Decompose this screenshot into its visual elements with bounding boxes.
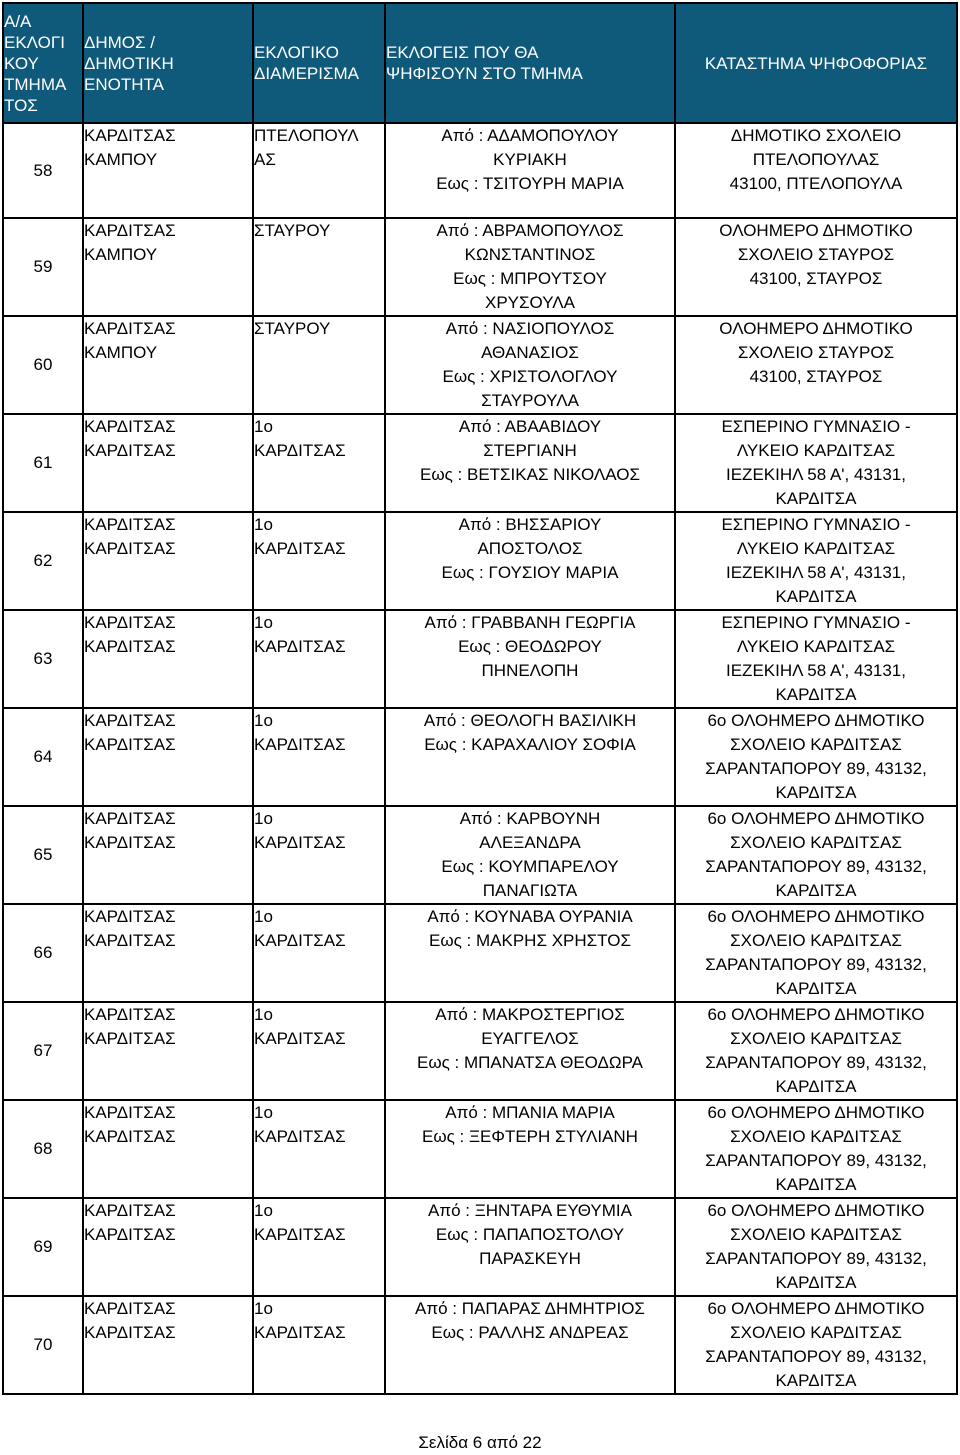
voters-cell	[385, 123, 675, 218]
section-number-cell: 63	[3, 610, 83, 708]
page-footer: Σελίδα 6 από 22	[418, 1433, 542, 1452]
polling-station-cell-line: ΕΣΠΕΡΙΝΟ ΓΥΜΝΑΣΙΟ -	[721, 417, 911, 436]
district-cell	[253, 1198, 385, 1296]
section-number-cell: 67	[3, 1002, 83, 1100]
district-cell	[253, 1100, 385, 1198]
section-number-cell: 62	[3, 512, 83, 610]
polling-station-cell-line: ΙΕΖΕΚΙΗΛ 58 Α', 43131,	[726, 661, 906, 680]
polling-stations-table	[2, 2, 958, 1395]
municipality-cell-line: ΚΑΡΔΙΤΣΑΣ	[84, 221, 176, 240]
header-section-number-line: Α/Α	[4, 11, 32, 31]
polling-station-cell-line: ΚΑΡΔΙΤΣΑ	[775, 979, 857, 998]
polling-station-cell-line: ΟΛΟΗΜΕΡΟ ΔΗΜΟΤΙΚΟ	[719, 221, 913, 240]
table-row	[3, 806, 957, 904]
polling-station-cell-line: 6ο ΟΛΟΗΜΕΡΟ ΔΗΜΟΤΙΚΟ	[707, 907, 925, 926]
polling-station-cell-line: ΣΧΟΛΕΙΟ ΚΑΡΔΙΤΣΑΣ	[730, 833, 902, 852]
district-cell	[253, 708, 385, 806]
polling-station-cell-line: ΣΧΟΛΕΙΟ ΣΤΑΥΡΟΣ	[737, 245, 895, 264]
voters-cell-line: ΠΑΝΑΓΙΩΤΑ	[482, 881, 578, 900]
table-body	[3, 123, 957, 1394]
voters-cell-line: Από : ΚΑΡΒΟΥΝΗ	[459, 809, 601, 828]
voters-cell-line: ΑΛΕΞΑΝΔΡΑ	[479, 833, 581, 852]
district-cell-line: 1ο	[254, 515, 273, 534]
district-cell-line: ΑΣ	[254, 150, 276, 169]
voters-cell-line: Εως : ΓΟΥΣΙΟΥ ΜΑΡΙΑ	[441, 563, 619, 582]
table-row	[3, 414, 957, 512]
polling-station-cell-line: 6ο ΟΛΟΗΜΕΡΟ ΔΗΜΟΤΙΚΟ	[707, 1103, 925, 1122]
municipality-cell-line: ΚΑΡΔΙΤΣΑΣ	[84, 833, 176, 852]
header-section-number	[3, 3, 83, 123]
voters-cell-line: ΕΥΑΓΓΕΛΟΣ	[481, 1029, 579, 1048]
table-row	[3, 708, 957, 806]
polling-station-cell-line: ΕΣΠΕΡΙΝΟ ΓΥΜΝΑΣΙΟ -	[721, 515, 911, 534]
voters-cell	[385, 708, 675, 806]
voters-cell-line: Από : ΓΡΑΒΒΑΝΗ ΓΕΩΡΓΙΑ	[424, 613, 636, 632]
district-cell	[253, 1002, 385, 1100]
voters-cell-line: Εως : ΜΠΑΝΑΤΣΑ ΘΕΟΔΩΡΑ	[416, 1053, 644, 1072]
voters-cell-line: Εως : ΞΕΦΤΕΡΗ ΣΤΥΛΙΑΝΗ	[422, 1127, 638, 1146]
polling-station-cell-line: ΛΥΚΕΙΟ ΚΑΡΔΙΤΣΑΣ	[736, 441, 896, 460]
district-cell-line: 1ο	[254, 907, 273, 926]
polling-station-cell-line: ΣΧΟΛΕΙΟ ΚΑΡΔΙΤΣΑΣ	[730, 1225, 902, 1244]
municipality-cell-line: ΚΑΡΔΙΤΣΑΣ	[84, 809, 176, 828]
district-cell-line: 1ο	[254, 1299, 273, 1318]
voters-cell-line: Εως : ΤΣΙΤΟΥΡΗ ΜΑΡΙΑ	[436, 174, 624, 193]
header-voters-line: ΕΚΛΟΓΕΙΣ ΠΟΥ ΘΑ	[386, 43, 539, 62]
voters-cell-line: ΠΑΡΑΣΚΕΥΗ	[479, 1249, 581, 1268]
header-voters	[385, 3, 675, 123]
municipality-cell-line: ΚΑΡΔΙΤΣΑΣ	[84, 1225, 176, 1244]
header-municipality-line: ΕΝΟΤΗΤΑ	[84, 74, 164, 94]
municipality-cell	[83, 1100, 253, 1198]
municipality-cell-line: ΚΑΡΔΙΤΣΑΣ	[84, 711, 176, 730]
header-municipality-line: ΔΗΜΟΣ /	[84, 32, 155, 52]
municipality-cell	[83, 316, 253, 414]
header-electoral-district-line: ΕΚΛΟΓΙΚΟ	[254, 43, 340, 62]
municipality-cell-line: ΚΑΜΠΟΥ	[84, 343, 158, 362]
polling-station-cell-line: ΟΛΟΗΜΕΡΟ ΔΗΜΟΤΙΚΟ	[719, 319, 913, 338]
section-number-cell: 59	[3, 218, 83, 316]
polling-station-cell-line: ΙΕΖΕΚΙΗΛ 58 Α', 43131,	[726, 465, 906, 484]
district-cell-line: ΠΤΕΛΟΠΟΥΛ	[254, 126, 359, 145]
polling-station-cell-line: ΣΧΟΛΕΙΟ ΚΑΡΔΙΤΣΑΣ	[730, 931, 902, 950]
municipality-cell-line: ΚΑΡΔΙΤΣΑΣ	[84, 1103, 176, 1122]
district-cell-line: 1ο	[254, 809, 273, 828]
table-row	[3, 1100, 957, 1198]
voters-cell	[385, 316, 675, 414]
polling-station-cell-line: ΔΗΜΟΤΙΚΟ ΣΧΟΛΕΙΟ	[730, 126, 902, 145]
municipality-cell-line: ΚΑΡΔΙΤΣΑΣ	[84, 515, 176, 534]
municipality-cell-line: ΚΑΡΔΙΤΣΑΣ	[84, 931, 176, 950]
district-cell-line: ΚΑΡΔΙΤΣΑΣ	[254, 1225, 346, 1244]
municipality-cell	[83, 414, 253, 512]
district-cell-line: ΚΑΡΔΙΤΣΑΣ	[254, 833, 346, 852]
municipality-cell-line: ΚΑΡΔΙΤΣΑΣ	[84, 1299, 176, 1318]
voters-cell-line: Από : ΚΟΥΝΑΒΑ ΟΥΡΑΝΙΑ	[427, 907, 633, 926]
polling-station-cell	[675, 512, 957, 610]
voters-cell-line: Εως : ΚΟΥΜΠΑΡΕΛΟΥ	[441, 857, 619, 876]
voters-cell-line: Από : ΜΑΚΡΟΣΤΕΡΓΙΟΣ	[435, 1005, 625, 1024]
polling-station-cell-line: ΣΑΡΑΝΤΑΠΟΡΟΥ 89, 43132,	[705, 759, 927, 778]
header-section-number-line: ΤΟΣ	[4, 95, 38, 115]
municipality-cell	[83, 708, 253, 806]
district-cell-line: 1ο	[254, 1005, 273, 1024]
district-cell	[253, 610, 385, 708]
municipality-cell	[83, 218, 253, 316]
voters-cell-line: ΚΩΝΣΤΑΝΤΙΝΟΣ	[464, 245, 596, 264]
header-section-number-line: ΕΚΛΟΓΙ	[4, 32, 65, 52]
voters-cell-line: Από : ΜΠΑΝΙΑ ΜΑΡΙΑ	[445, 1103, 615, 1122]
district-cell-line: ΚΑΡΔΙΤΣΑΣ	[254, 441, 346, 460]
municipality-cell-line: ΚΑΡΔΙΤΣΑΣ	[84, 1323, 176, 1342]
table-row	[3, 512, 957, 610]
table-row	[3, 1198, 957, 1296]
polling-station-cell-line: ΚΑΡΔΙΤΣΑ	[775, 1273, 857, 1292]
municipality-cell-line: ΚΑΡΔΙΤΣΑΣ	[84, 539, 176, 558]
district-cell-line: ΚΑΡΔΙΤΣΑΣ	[254, 1323, 346, 1342]
table-row	[3, 123, 957, 218]
district-cell	[253, 218, 385, 316]
polling-station-cell	[675, 1002, 957, 1100]
section-number-cell: 65	[3, 806, 83, 904]
voters-cell-line: Εως : ΚΑΡΑΧΑΛΙΟΥ ΣΟΦΙΑ	[424, 735, 636, 754]
municipality-cell	[83, 904, 253, 1002]
section-number-cell: 60	[3, 316, 83, 414]
voters-cell-line: ΠΗΝΕΛΟΠΗ	[481, 661, 579, 680]
polling-station-cell-line: ΚΑΡΔΙΤΣΑ	[775, 587, 857, 606]
voters-cell-line: Εως : ΜΠΡΟΥΤΣΟΥ	[453, 269, 607, 288]
polling-station-cell-line: 6ο ΟΛΟΗΜΕΡΟ ΔΗΜΟΤΙΚΟ	[707, 1299, 925, 1318]
voters-cell-line: ΧΡΥΣΟΥΛΑ	[485, 293, 575, 312]
polling-station-cell	[675, 708, 957, 806]
municipality-cell-line: ΚΑΡΔΙΤΣΑΣ	[84, 1127, 176, 1146]
municipality-cell	[83, 806, 253, 904]
voters-cell-line: Από : ΒΗΣΣΑΡΙΟΥ	[458, 515, 602, 534]
polling-station-cell-line: ΠΤΕΛΟΠΟΥΛΑΣ	[752, 150, 880, 169]
header-electoral-district	[253, 3, 385, 123]
municipality-cell	[83, 1002, 253, 1100]
district-cell	[253, 414, 385, 512]
municipality-cell	[83, 1296, 253, 1394]
polling-station-cell-line: ΛΥΚΕΙΟ ΚΑΡΔΙΤΣΑΣ	[736, 637, 896, 656]
polling-station-cell-line: 6ο ΟΛΟΗΜΕΡΟ ΔΗΜΟΤΙΚΟ	[707, 809, 925, 828]
header-section-number-line: ΤΜΗΜΑ	[4, 74, 67, 94]
voters-cell	[385, 414, 675, 512]
polling-station-cell	[675, 1198, 957, 1296]
municipality-cell-line: ΚΑΡΔΙΤΣΑΣ	[84, 735, 176, 754]
district-cell-line: 1ο	[254, 1103, 273, 1122]
district-cell-line: ΚΑΡΔΙΤΣΑΣ	[254, 1127, 346, 1146]
municipality-cell	[83, 512, 253, 610]
table-row	[3, 1296, 957, 1394]
header-municipality-line: ΔΗΜΟΤΙΚΗ	[84, 53, 174, 73]
table-header-row	[3, 3, 957, 123]
polling-station-cell	[675, 1296, 957, 1394]
section-number-cell: 70	[3, 1296, 83, 1394]
voters-cell-line: ΣΤΕΡΓΙΑΝΗ	[483, 441, 577, 460]
voters-cell	[385, 1296, 675, 1394]
district-cell-line: ΚΑΡΔΙΤΣΑΣ	[254, 735, 346, 754]
polling-station-cell	[675, 218, 957, 316]
section-number-cell: 58	[3, 123, 83, 218]
district-cell-line: ΣΤΑΥΡΟΥ	[254, 221, 331, 240]
table-row	[3, 904, 957, 1002]
voters-cell	[385, 1002, 675, 1100]
polling-station-cell	[675, 1100, 957, 1198]
voters-cell-line: Από : ΞΗΝΤΑΡΑ ΕΥΘΥΜΙΑ	[428, 1201, 632, 1220]
voters-cell-line: Εως : ΘΕΟΔΩΡΟΥ	[458, 637, 602, 656]
municipality-cell-line: ΚΑΜΠΟΥ	[84, 150, 158, 169]
polling-station-cell	[675, 806, 957, 904]
polling-station-cell-line: ΣΑΡΑΝΤΑΠΟΡΟΥ 89, 43132,	[705, 1151, 927, 1170]
district-cell	[253, 1296, 385, 1394]
polling-station-cell	[675, 123, 957, 218]
header-municipality	[83, 3, 253, 123]
district-cell	[253, 512, 385, 610]
polling-station-cell-line: 43100, ΣΤΑΥΡΟΣ	[749, 367, 883, 386]
section-number-cell: 64	[3, 708, 83, 806]
table-row	[3, 316, 957, 414]
table-row	[3, 610, 957, 708]
district-cell	[253, 123, 385, 218]
voters-cell-line: Από : ΝΑΣΙΟΠΟΥΛΟΣ	[445, 319, 615, 338]
polling-station-cell-line: ΣΧΟΛΕΙΟ ΚΑΡΔΙΤΣΑΣ	[730, 1323, 902, 1342]
section-number-cell: 61	[3, 414, 83, 512]
district-cell-line: ΣΤΑΥΡΟΥ	[254, 319, 331, 338]
municipality-cell	[83, 1198, 253, 1296]
voters-cell-line: Από : ΑΔΑΜΟΠΟΥΛΟΥ	[441, 126, 619, 145]
header-voters-line: ΨΗΦΙΣΟΥΝ ΣΤΟ ΤΜΗΜΑ	[386, 64, 583, 83]
municipality-cell-line: ΚΑΡΔΙΤΣΑΣ	[84, 319, 176, 338]
district-cell-line: ΚΑΡΔΙΤΣΑΣ	[254, 637, 346, 656]
polling-station-cell-line: ΣΧΟΛΕΙΟ ΚΑΡΔΙΤΣΑΣ	[730, 1029, 902, 1048]
voters-cell	[385, 806, 675, 904]
polling-station-cell-line: ΚΑΡΔΙΤΣΑ	[775, 783, 857, 802]
municipality-cell-line: ΚΑΡΔΙΤΣΑΣ	[84, 1005, 176, 1024]
polling-station-cell-line: ΙΕΖΕΚΙΗΛ 58 Α', 43131,	[726, 563, 906, 582]
polling-station-cell	[675, 904, 957, 1002]
polling-station-cell-line: ΣΑΡΑΝΤΑΠΟΡΟΥ 89, 43132,	[705, 1347, 927, 1366]
voters-cell-line: Εως : ΜΑΚΡΗΣ ΧΡΗΣΤΟΣ	[429, 931, 631, 950]
table-row	[3, 218, 957, 316]
polling-station-cell-line: ΚΑΡΔΙΤΣΑ	[775, 1371, 857, 1390]
district-cell-line: ΚΑΡΔΙΤΣΑΣ	[254, 539, 346, 558]
municipality-cell-line: ΚΑΡΔΙΤΣΑΣ	[84, 1029, 176, 1048]
district-cell-line: ΚΑΡΔΙΤΣΑΣ	[254, 931, 346, 950]
polling-station-cell-line: ΣΑΡΑΝΤΑΠΟΡΟΥ 89, 43132,	[705, 857, 927, 876]
voters-cell	[385, 218, 675, 316]
polling-station-cell-line: ΚΑΡΔΙΤΣΑ	[775, 881, 857, 900]
polling-station-cell-line: ΣΧΟΛΕΙΟ ΚΑΡΔΙΤΣΑΣ	[730, 735, 902, 754]
voters-cell-line: Εως : ΡΑΛΛΗΣ ΑΝΔΡΕΑΣ	[431, 1323, 629, 1342]
district-cell-line: ΚΑΡΔΙΤΣΑΣ	[254, 1029, 346, 1048]
voters-cell-line: ΑΘΑΝΑΣΙΟΣ	[481, 343, 579, 362]
voters-cell-line: Από : ΑΒΡΑΜΟΠΟΥΛΟΣ	[436, 221, 624, 240]
section-number-cell: 68	[3, 1100, 83, 1198]
voters-cell	[385, 512, 675, 610]
voters-cell	[385, 1100, 675, 1198]
polling-station-cell-line: ΛΥΚΕΙΟ ΚΑΡΔΙΤΣΑΣ	[736, 539, 896, 558]
municipality-cell-line: ΚΑΡΔΙΤΣΑΣ	[84, 1201, 176, 1220]
polling-station-cell-line: 6ο ΟΛΟΗΜΕΡΟ ΔΗΜΟΤΙΚΟ	[707, 1005, 925, 1024]
header-section-number-line: ΚΟΥ	[4, 53, 39, 73]
voters-cell-line: Εως : ΠΑΠΑΠΟΣΤΟΛΟΥ	[435, 1225, 625, 1244]
polling-station-cell-line: 6ο ΟΛΟΗΜΕΡΟ ΔΗΜΟΤΙΚΟ	[707, 1201, 925, 1220]
polling-station-cell-line: ΚΑΡΔΙΤΣΑ	[775, 685, 857, 704]
polling-station-cell-line: ΣΧΟΛΕΙΟ ΣΤΑΥΡΟΣ	[737, 343, 895, 362]
municipality-cell-line: ΚΑΡΔΙΤΣΑΣ	[84, 613, 176, 632]
voters-cell	[385, 1198, 675, 1296]
polling-station-cell-line: ΣΑΡΑΝΤΑΠΟΡΟΥ 89, 43132,	[705, 955, 927, 974]
section-number-cell: 69	[3, 1198, 83, 1296]
header-polling-station	[675, 3, 957, 123]
polling-station-cell	[675, 610, 957, 708]
polling-station-cell	[675, 414, 957, 512]
district-cell-line: 1ο	[254, 711, 273, 730]
district-cell-line: 1ο	[254, 613, 273, 632]
voters-cell	[385, 610, 675, 708]
district-cell-line: 1ο	[254, 417, 273, 436]
voters-cell-line: Από : ΑΒΑΑΒΙΔΟΥ	[458, 417, 602, 436]
voters-cell	[385, 904, 675, 1002]
municipality-cell-line: ΚΑΡΔΙΤΣΑΣ	[84, 417, 176, 436]
table-row	[3, 1002, 957, 1100]
section-number-cell: 66	[3, 904, 83, 1002]
municipality-cell-line: ΚΑΡΔΙΤΣΑΣ	[84, 637, 176, 656]
municipality-cell-line: ΚΑΡΔΙΤΣΑΣ	[84, 441, 176, 460]
voters-cell-line: ΑΠΟΣΤΟΛΟΣ	[477, 539, 583, 558]
polling-station-cell-line: 43100, ΠΤΕΛΟΠΟΥΛΑ	[729, 174, 903, 193]
header-electoral-district-line: ΔΙΑΜΕΡΙΣΜΑ	[254, 64, 359, 83]
polling-station-cell-line: ΚΑΡΔΙΤΣΑ	[775, 489, 857, 508]
municipality-cell	[83, 610, 253, 708]
header-polling-station-line: ΚΑΤΑΣΤΗΜΑ ΨΗΦΟΦΟΡΙΑΣ	[704, 53, 928, 73]
municipality-cell-line: ΚΑΡΔΙΤΣΑΣ	[84, 907, 176, 926]
voters-cell-line: Εως : ΧΡΙΣΤΟΛΟΓΛΟΥ	[442, 367, 618, 386]
polling-station-cell-line: ΚΑΡΔΙΤΣΑ	[775, 1175, 857, 1194]
voters-cell-line: ΣΤΑΥΡΟΥΛΑ	[481, 391, 579, 410]
polling-station-cell-line: ΚΑΡΔΙΤΣΑ	[775, 1077, 857, 1096]
municipality-cell-line: ΚΑΜΠΟΥ	[84, 245, 158, 264]
polling-station-cell-line: ΣΧΟΛΕΙΟ ΚΑΡΔΙΤΣΑΣ	[730, 1127, 902, 1146]
district-cell	[253, 904, 385, 1002]
polling-station-cell-line: ΕΣΠΕΡΙΝΟ ΓΥΜΝΑΣΙΟ -	[721, 613, 911, 632]
voters-cell-line: Εως : ΒΕΤΣΙΚΑΣ ΝΙΚΟΛΑΟΣ	[420, 465, 640, 484]
voters-cell-line: Από : ΠΑΠΑΡΑΣ ΔΗΜΗΤΡΙΟΣ	[415, 1299, 645, 1318]
polling-station-cell-line: ΣΑΡΑΝΤΑΠΟΡΟΥ 89, 43132,	[705, 1053, 927, 1072]
voters-cell-line: Από : ΘΕΟΛΟΓΗ ΒΑΣΙΛΙΚΗ	[423, 711, 637, 730]
polling-station-cell	[675, 316, 957, 414]
polling-station-cell-line: ΣΑΡΑΝΤΑΠΟΡΟΥ 89, 43132,	[705, 1249, 927, 1268]
polling-station-cell-line: 6ο ΟΛΟΗΜΕΡΟ ΔΗΜΟΤΙΚΟ	[707, 711, 925, 730]
municipality-cell-line: ΚΑΡΔΙΤΣΑΣ	[84, 126, 176, 145]
voters-cell-line: ΚΥΡΙΑΚΗ	[493, 150, 567, 169]
district-cell	[253, 806, 385, 904]
district-cell	[253, 316, 385, 414]
polling-station-cell-line: 43100, ΣΤΑΥΡΟΣ	[749, 269, 883, 288]
district-cell-line: 1ο	[254, 1201, 273, 1220]
municipality-cell	[83, 123, 253, 218]
